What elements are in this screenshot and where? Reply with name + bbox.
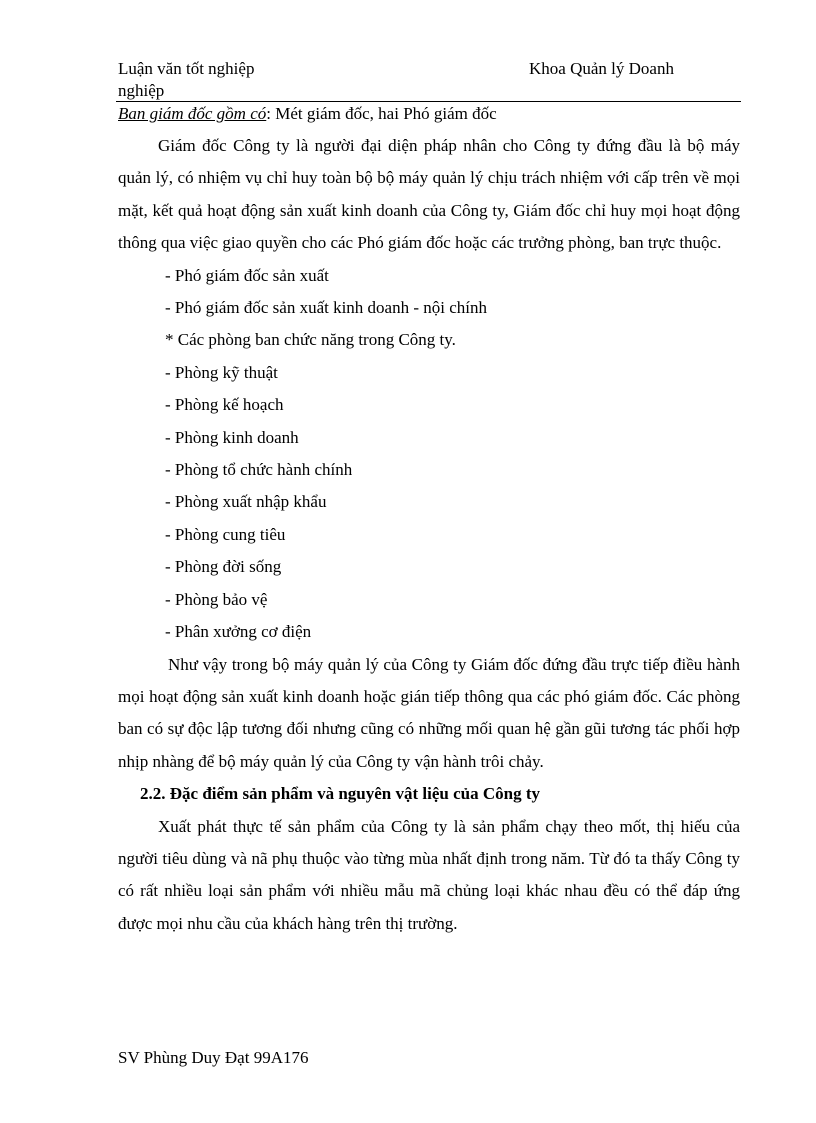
list-item: - Phòng tổ chức hành chính xyxy=(165,460,353,480)
document-body xyxy=(118,130,740,940)
section-heading: 2.2. Đặc điểm sản phẩm và nguyên vật liệu của Công ty xyxy=(140,784,541,804)
list-item: * Các phòng ban chức năng trong Công ty. xyxy=(165,330,456,350)
board-colon: : xyxy=(266,104,276,123)
board-line xyxy=(118,103,497,124)
paragraph-summary: Như vậy trong bộ máy quản lý của Công ty Giám đốc đứng đầu trực tiếp điều hành mọi hoạt động sản xuất kinh doanh hoặc gián tiếp thông qua các phó giám đốc. Các phòng ban có sự độc lập tương đối nhưng cũng có những mối quan hệ gần gũi tương tác phối hợp nhịp nhàng để bộ máy quản lý của Công ty vận hành trôi chảy. xyxy=(118,654,740,771)
list-item: - Phòng kỹ thuật xyxy=(165,362,278,382)
footer-author: SV Phùng Duy Đạt 99A176 xyxy=(118,1048,309,1067)
list-item: - Phân xưởng cơ điện xyxy=(165,622,312,642)
board-value: Mét giám đốc, hai Phó giám đốc xyxy=(275,104,497,123)
paragraph-director: Giám đốc Công ty là người đại diện pháp nhân cho Công ty đứng đầu là bộ máy quản lý, có nhiệm vụ chỉ huy toàn bộ bộ máy quản lý chịu trách nhiệm với cấp trên về mọi mặt, kết quả hoạt động sản xuất kinh doanh của Công ty, Giám đốc chỉ huy mọi hoạt động thông qua việc giao quyền cho các Phó giám đốc hoặc các trưởng phòng, ban trực thuộc. xyxy=(118,136,740,253)
list-item: - Phòng bảo vệ xyxy=(165,589,268,609)
list-item: - Phó giám đốc sản xuất xyxy=(165,265,329,285)
list-item: - Phòng xuất nhập khẩu xyxy=(165,492,327,512)
list-item: - Phòng đời sống xyxy=(165,557,282,577)
list-item: - Phó giám đốc sản xuất kinh doanh - nội chính xyxy=(165,298,488,318)
header-rule xyxy=(116,101,741,102)
paragraph-products: Xuất phát thực tế sản phẩm của Công ty là sản phẩm chạy theo mốt, thị hiếu của người tiêu dùng và nã phụ thuộc vào từng mùa nhất định trong năm. Từ đó ta thấy Công ty có rất nhiều loại sản phẩm với nhiều mẫu mã chủng loại khác nhau đều có thể đáp ứng được mọi nhu cầu của khách hàng trên thị trường. xyxy=(118,816,740,933)
list-item: - Phòng kế hoạch xyxy=(165,395,284,415)
department-list xyxy=(118,260,740,649)
list-item: - Phòng cung tiêu xyxy=(165,524,286,544)
header-right-title: Khoa Quản lý Doanh xyxy=(529,59,674,78)
board-label: Ban giám đốc gồm có xyxy=(118,104,267,123)
list-item: - Phòng kinh doanh xyxy=(165,427,299,447)
header-left-title: Luận văn tốt nghiệp xyxy=(118,59,255,78)
header-left-wrap: nghiệp xyxy=(118,81,165,100)
